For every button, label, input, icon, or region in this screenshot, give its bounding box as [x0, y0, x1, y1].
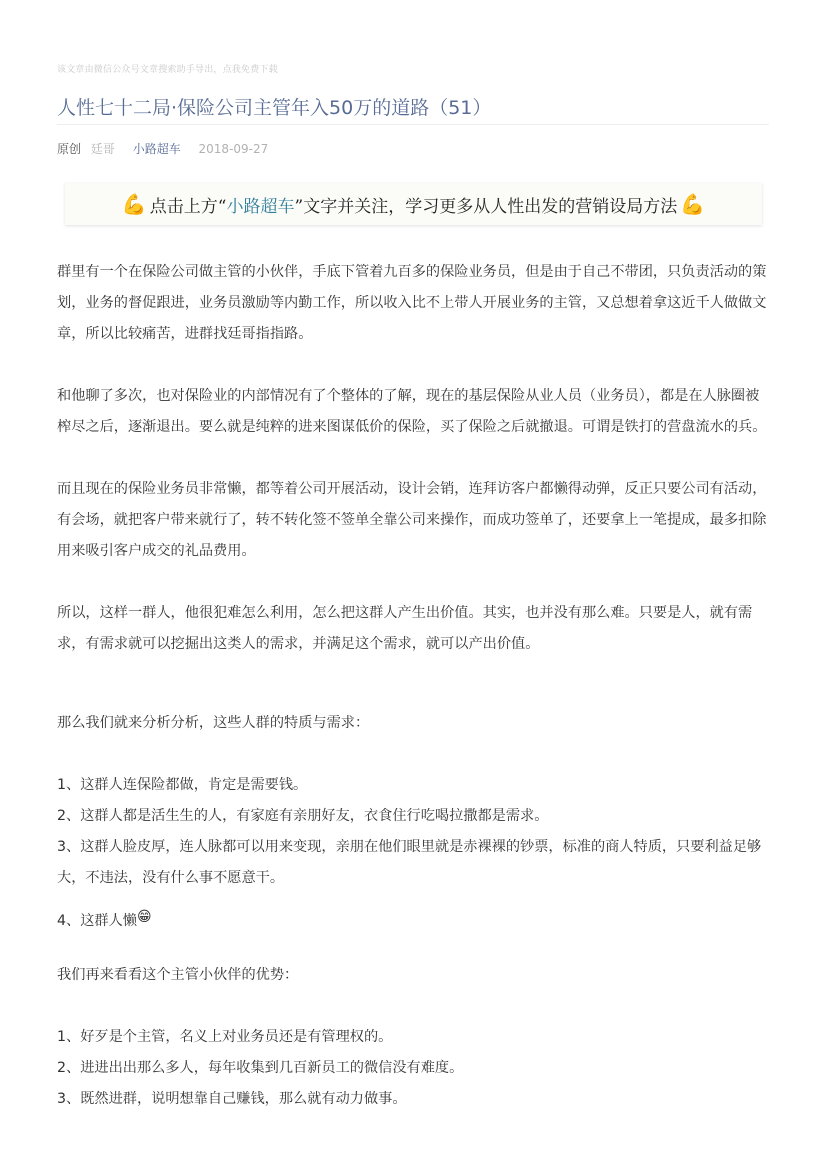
- paragraph: 那么我们就来分析分析，这些人群的特质与需求：: [57, 715, 370, 731]
- banner-text-after: ”文字并关注，学习更多从人性出发的营销设局方法: [294, 196, 678, 217]
- paragraph: 所以，这样一群人，他很犯难怎么利用，怎么把这群人产生出价值。其实，也并没有那么难。只要是人，就有需求，有需求就可以挖掘出这类人的需求，并满足这个需求，就可以产出价值。: [57, 605, 753, 652]
- list-item: 2、进进出出那么多人，每年收集到几百新员工的微信没有难度。: [57, 1060, 464, 1076]
- account-link[interactable]: 小路超车: [132, 142, 181, 156]
- export-note-link[interactable]: 该文章由微信公众号文章搜索助手导出，点我免费下载: [57, 65, 278, 75]
- paragraph: 和他聊了多次，也对保险业的内部情况有了个整体的了解，现在的基层保险从业人员（业务员），都是在人脉圈被榨尽之后，逐渐退出。要么就是纯粹的进来图谋低价的保险，买了保险之后就撤退。可谓是铁打的营盘流水的兵。: [57, 388, 767, 435]
- title-divider: [57, 124, 769, 125]
- flexed-biceps-icon: 💪: [121, 192, 147, 216]
- advantages-list: [57, 1022, 769, 1115]
- banner-text-before: 点击上方“: [149, 196, 227, 217]
- paragraph: 群里有一个在保险公司做主管的小伙伴，手底下管着九百多的保险业务员，但是由于自己不带团，只负责活动的策划，业务的督促跟进，业务员激励等内勤工作，所以收入比不上带人开展业务的主管，又总想着拿这近千人做做文章，所以比较痛苦，进群找廷哥指指路。: [57, 264, 767, 342]
- list-item: 2、这群人都是活生生的人，有家庭有亲朋好友，衣食住行吃喝拉撒都是需求。: [57, 808, 549, 824]
- traits-list: [57, 770, 769, 937]
- banner-account-link[interactable]: 小路超车: [226, 196, 295, 217]
- list-item: 1、好歹是个主管，名义上对业务员还是有管理权的。: [57, 1029, 393, 1045]
- list-item: 3、这群人脸皮厚，连人脉都可以用来变现，亲朋在他们眼里就是赤裸裸的钞票，标准的商人特质，只要利益足够大，不违法，没有什么事不愿意干。: [57, 839, 762, 886]
- author-name: 廷哥: [90, 142, 115, 156]
- list-item: 3、既然进群，说明想靠自己赚钱，那么就有动力做事。: [57, 1091, 407, 1107]
- follow-banner: [65, 183, 762, 225]
- grinning-face-icon: 😁: [136, 909, 152, 925]
- publish-date: 2018-09-27: [198, 142, 269, 156]
- original-badge: 原创: [57, 142, 82, 156]
- paragraph: 我们再来看看这个主管小伙伴的优势：: [57, 967, 299, 983]
- list-item-text: 4、这群人懒: [57, 913, 137, 929]
- article-meta: [57, 140, 268, 157]
- article-title: 人性七十二局·保险公司主管年入50万的道路（51）: [57, 97, 492, 119]
- article-body: [57, 257, 769, 1138]
- list-item: [57, 902, 769, 937]
- flexed-biceps-icon: 💪: [680, 192, 706, 216]
- list-item: 1、这群人连保险都做，肯定是需要钱。: [57, 777, 308, 793]
- paragraph: 而且现在的保险业务员非常懒，都等着公司开展活动，设计会销，连拜访客户都懒得动弹，反正只要公司有活动，有会场，就把客户带来就行了，转不转化签不签单全靠公司来操作，而成功签单了，还要拿上一笔提成，最多扣除用来吸引客户成交的礼品费用。: [57, 481, 767, 559]
